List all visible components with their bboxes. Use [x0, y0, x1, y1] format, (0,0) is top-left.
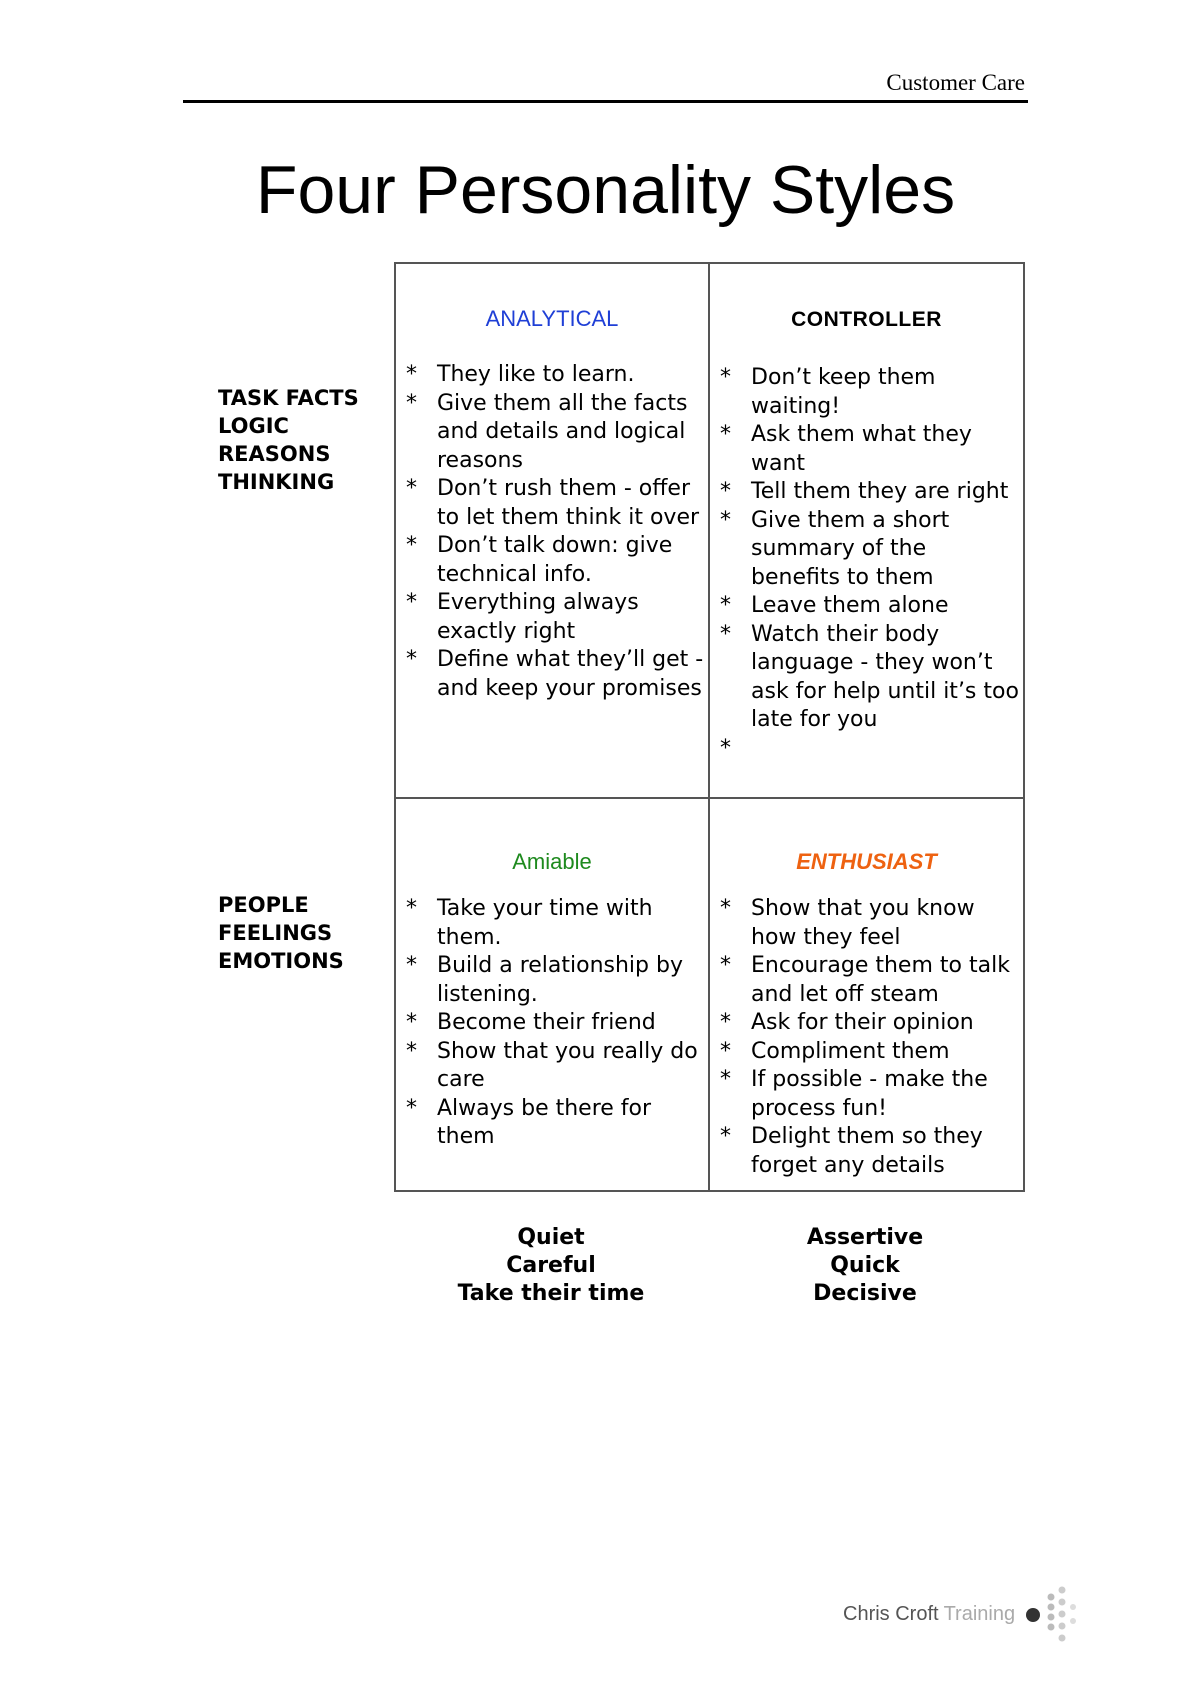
asterisk-bullet-icon: *	[720, 422, 731, 447]
bottom-label-right	[715, 1224, 1015, 1308]
list-item-text: Build a relationship by listening.	[437, 953, 683, 1007]
side-label-people	[218, 891, 344, 975]
header-label: Customer Care	[886, 70, 1025, 95]
quadrant-list	[404, 361, 704, 703]
list-item-text: Always be there for them	[437, 1095, 652, 1149]
side-label-line: TASK FACTS	[218, 386, 359, 410]
bottom-label-line: Quick	[830, 1253, 900, 1278]
header-rule	[183, 100, 1028, 103]
list-item-text: Give them all the facts and details and logical reasons	[437, 390, 688, 473]
asterisk-bullet-icon: *	[720, 479, 731, 504]
list-item	[718, 895, 1019, 952]
list-item	[404, 532, 704, 589]
list-item-text: They like to learn.	[437, 362, 635, 387]
list-item	[718, 1123, 1019, 1180]
quadrant-analytical	[396, 264, 710, 799]
list-item	[404, 895, 704, 952]
list-item-text: Ask them what they want	[751, 422, 972, 476]
bottom-label-line: Take their time	[457, 1281, 645, 1306]
quadrant-list	[718, 364, 1019, 763]
asterisk-bullet-icon: *	[720, 735, 731, 761]
quadrant-enthusiast	[710, 799, 1023, 1190]
list-item	[718, 1066, 1019, 1123]
asterisk-bullet-icon: *	[406, 1010, 417, 1035]
list-item-text: Delight them so they forget any details	[751, 1124, 983, 1178]
list-item	[718, 592, 1019, 621]
asterisk-bullet-icon: *	[406, 476, 417, 501]
side-label-line: THINKING	[218, 470, 335, 494]
page-title: Four Personality Styles	[255, 152, 956, 228]
list-item-text: Give them a short summary of the benefits to them	[751, 507, 950, 590]
asterisk-bullet-icon: *	[720, 1010, 731, 1035]
list-item	[404, 952, 704, 1009]
list-item-text: Show that you really do care	[437, 1038, 698, 1092]
footer-brand-primary: Chris Croft	[843, 1602, 939, 1625]
side-label-line: PEOPLE	[218, 893, 309, 917]
list-item-text: Watch their body language - they won’t ask for help until it’s too late for you	[751, 621, 1019, 732]
list-item	[404, 390, 704, 476]
asterisk-bullet-icon: *	[720, 1067, 731, 1092]
asterisk-bullet-icon: *	[720, 365, 731, 390]
list-item-text: Tell them they are right	[751, 479, 1009, 504]
side-label-line: EMOTIONS	[218, 949, 344, 973]
bottom-label-line: Quiet	[517, 1225, 585, 1250]
list-item-text: Take your time with them.	[437, 896, 653, 950]
list-item	[718, 735, 1019, 764]
list-item	[718, 421, 1019, 478]
list-item-text: Don’t talk down: give technical info.	[437, 533, 673, 587]
asterisk-bullet-icon: *	[720, 953, 731, 978]
asterisk-bullet-icon: *	[406, 533, 417, 558]
bottom-label-line: Careful	[506, 1253, 596, 1278]
list-item-text: If possible - make the process fun!	[751, 1067, 988, 1121]
quadrant-heading-controller: CONTROLLER	[791, 308, 942, 331]
list-item	[718, 507, 1019, 593]
asterisk-bullet-icon: *	[406, 1038, 417, 1064]
bottom-label-line: Decisive	[813, 1281, 917, 1306]
side-label-line: REASONS	[218, 442, 331, 466]
side-label-task	[218, 384, 359, 496]
asterisk-bullet-icon: *	[720, 1124, 731, 1149]
list-item	[404, 361, 704, 390]
side-label-line: LOGIC	[218, 414, 289, 438]
list-item	[718, 1009, 1019, 1038]
list-item	[718, 952, 1019, 1009]
quadrant-list	[404, 895, 704, 1152]
list-item	[404, 1009, 704, 1038]
list-item	[718, 478, 1019, 507]
footer-logo	[843, 1585, 1079, 1643]
quadrant-list	[718, 895, 1019, 1180]
list-item-text: Don’t keep them waiting!	[751, 365, 936, 419]
asterisk-bullet-icon: *	[720, 621, 731, 647]
asterisk-bullet-icon: *	[720, 1038, 731, 1064]
list-item-text: Leave them alone	[751, 593, 949, 618]
personality-grid	[394, 262, 1025, 1192]
dot-cluster-icon	[1025, 1585, 1079, 1643]
footer-brand-secondary: Training	[943, 1602, 1016, 1625]
bottom-label-line: Assertive	[806, 1225, 924, 1250]
asterisk-bullet-icon: *	[720, 507, 731, 533]
list-item-text: Become their friend	[437, 1010, 656, 1035]
quadrant-heading-enthusiast: ENTHUSIAST	[796, 849, 937, 874]
list-item-text: Show that you know how they feel	[751, 896, 975, 950]
asterisk-bullet-icon: *	[406, 1095, 417, 1121]
list-item-text: Don’t rush them - offer to let them think it over	[437, 476, 700, 530]
side-label-line: FEELINGS	[218, 921, 333, 945]
asterisk-bullet-icon: *	[720, 593, 731, 618]
list-item	[404, 646, 704, 703]
quadrant-heading-amiable: Amiable	[512, 849, 592, 874]
asterisk-bullet-icon: *	[406, 953, 417, 978]
asterisk-bullet-icon: *	[406, 590, 417, 615]
quadrant-amiable	[396, 799, 710, 1190]
asterisk-bullet-icon: *	[406, 362, 417, 387]
asterisk-bullet-icon: *	[406, 896, 417, 921]
asterisk-bullet-icon: *	[406, 390, 417, 416]
asterisk-bullet-icon: *	[406, 647, 417, 672]
bottom-label-left	[401, 1224, 701, 1308]
list-item	[404, 1095, 704, 1152]
list-item-text: Encourage them to talk and let off steam	[751, 953, 1010, 1007]
asterisk-bullet-icon: *	[720, 896, 731, 921]
quadrant-heading-analytical: ANALYTICAL	[485, 306, 619, 331]
list-item-text: Everything always exactly right	[437, 590, 639, 644]
quadrant-controller	[710, 264, 1023, 799]
list-item	[718, 1038, 1019, 1067]
list-item-text: Define what they’ll get - and keep your promises	[437, 647, 704, 701]
list-item-text: Compliment them	[751, 1038, 950, 1064]
list-item	[718, 364, 1019, 421]
list-item	[404, 475, 704, 532]
list-item	[718, 621, 1019, 735]
list-item	[404, 1038, 704, 1095]
list-item	[404, 589, 704, 646]
list-item-text: Ask for their opinion	[751, 1010, 974, 1035]
